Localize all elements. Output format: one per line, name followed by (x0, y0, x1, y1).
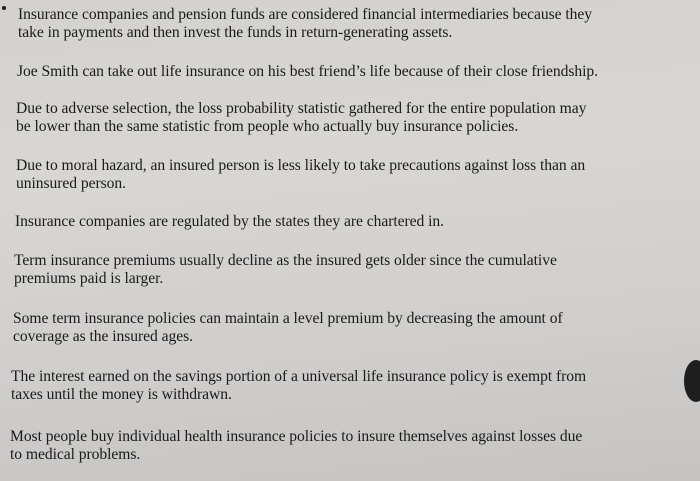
statement-6-line-1: Term insurance premiums usually decline as the insured gets older since the cumulative (14, 252, 557, 269)
statement-9-line-2: to medical problems. (10, 445, 141, 463)
dark-edge-shape (684, 360, 700, 402)
statement-3 (16, 100, 586, 135)
statement-1-line-1: Insurance companies and pension funds are considered financial intermediaries because they (18, 6, 592, 23)
statement-3-line-1: Due to adverse selection, the loss probability statistic gathered for the entire population may (16, 100, 587, 117)
statement-9-line-1: Most people buy individual health insurance policies to insure themselves against losses due (10, 428, 583, 445)
statement-2-line-1: Joe Smith can take out life insurance on his best friend’s life because of their close friendship. (17, 63, 598, 80)
statement-5 (15, 213, 444, 231)
statement-7-line-1: Some term insurance policies can maintain a level premium by decreasing the amount of (13, 310, 563, 327)
statement-8-line-2: taxes until the money is withdrawn. (11, 385, 232, 403)
statement-6 (14, 252, 557, 287)
statement-2 (17, 63, 598, 81)
statement-8 (11, 368, 586, 403)
statement-4-line-2: uninsured person. (16, 174, 127, 192)
statement-4-line-1: Due to moral hazard, an insured person is less likely to take precautions against loss than an (16, 157, 586, 174)
statement-5-line-1: Insurance companies are regulated by the states they are chartered in. (15, 213, 445, 230)
statement-9 (10, 428, 582, 463)
statement-4 (16, 157, 585, 192)
bullet-marker (2, 6, 6, 10)
statement-1-line-2: take in payments and then invest the funds in return-generating assets. (18, 23, 453, 41)
statement-8-line-1: The interest earned on the savings portion of a universal life insurance policy is exempt from (11, 368, 587, 385)
statement-7 (13, 310, 563, 345)
statement-3-line-2: be lower than the same statistic from people who actually buy insurance policies. (16, 117, 519, 135)
statement-1 (18, 6, 592, 41)
statement-6-line-2: premiums paid is larger. (14, 269, 164, 287)
statement-7-line-2: coverage as the insured ages. (13, 327, 193, 345)
